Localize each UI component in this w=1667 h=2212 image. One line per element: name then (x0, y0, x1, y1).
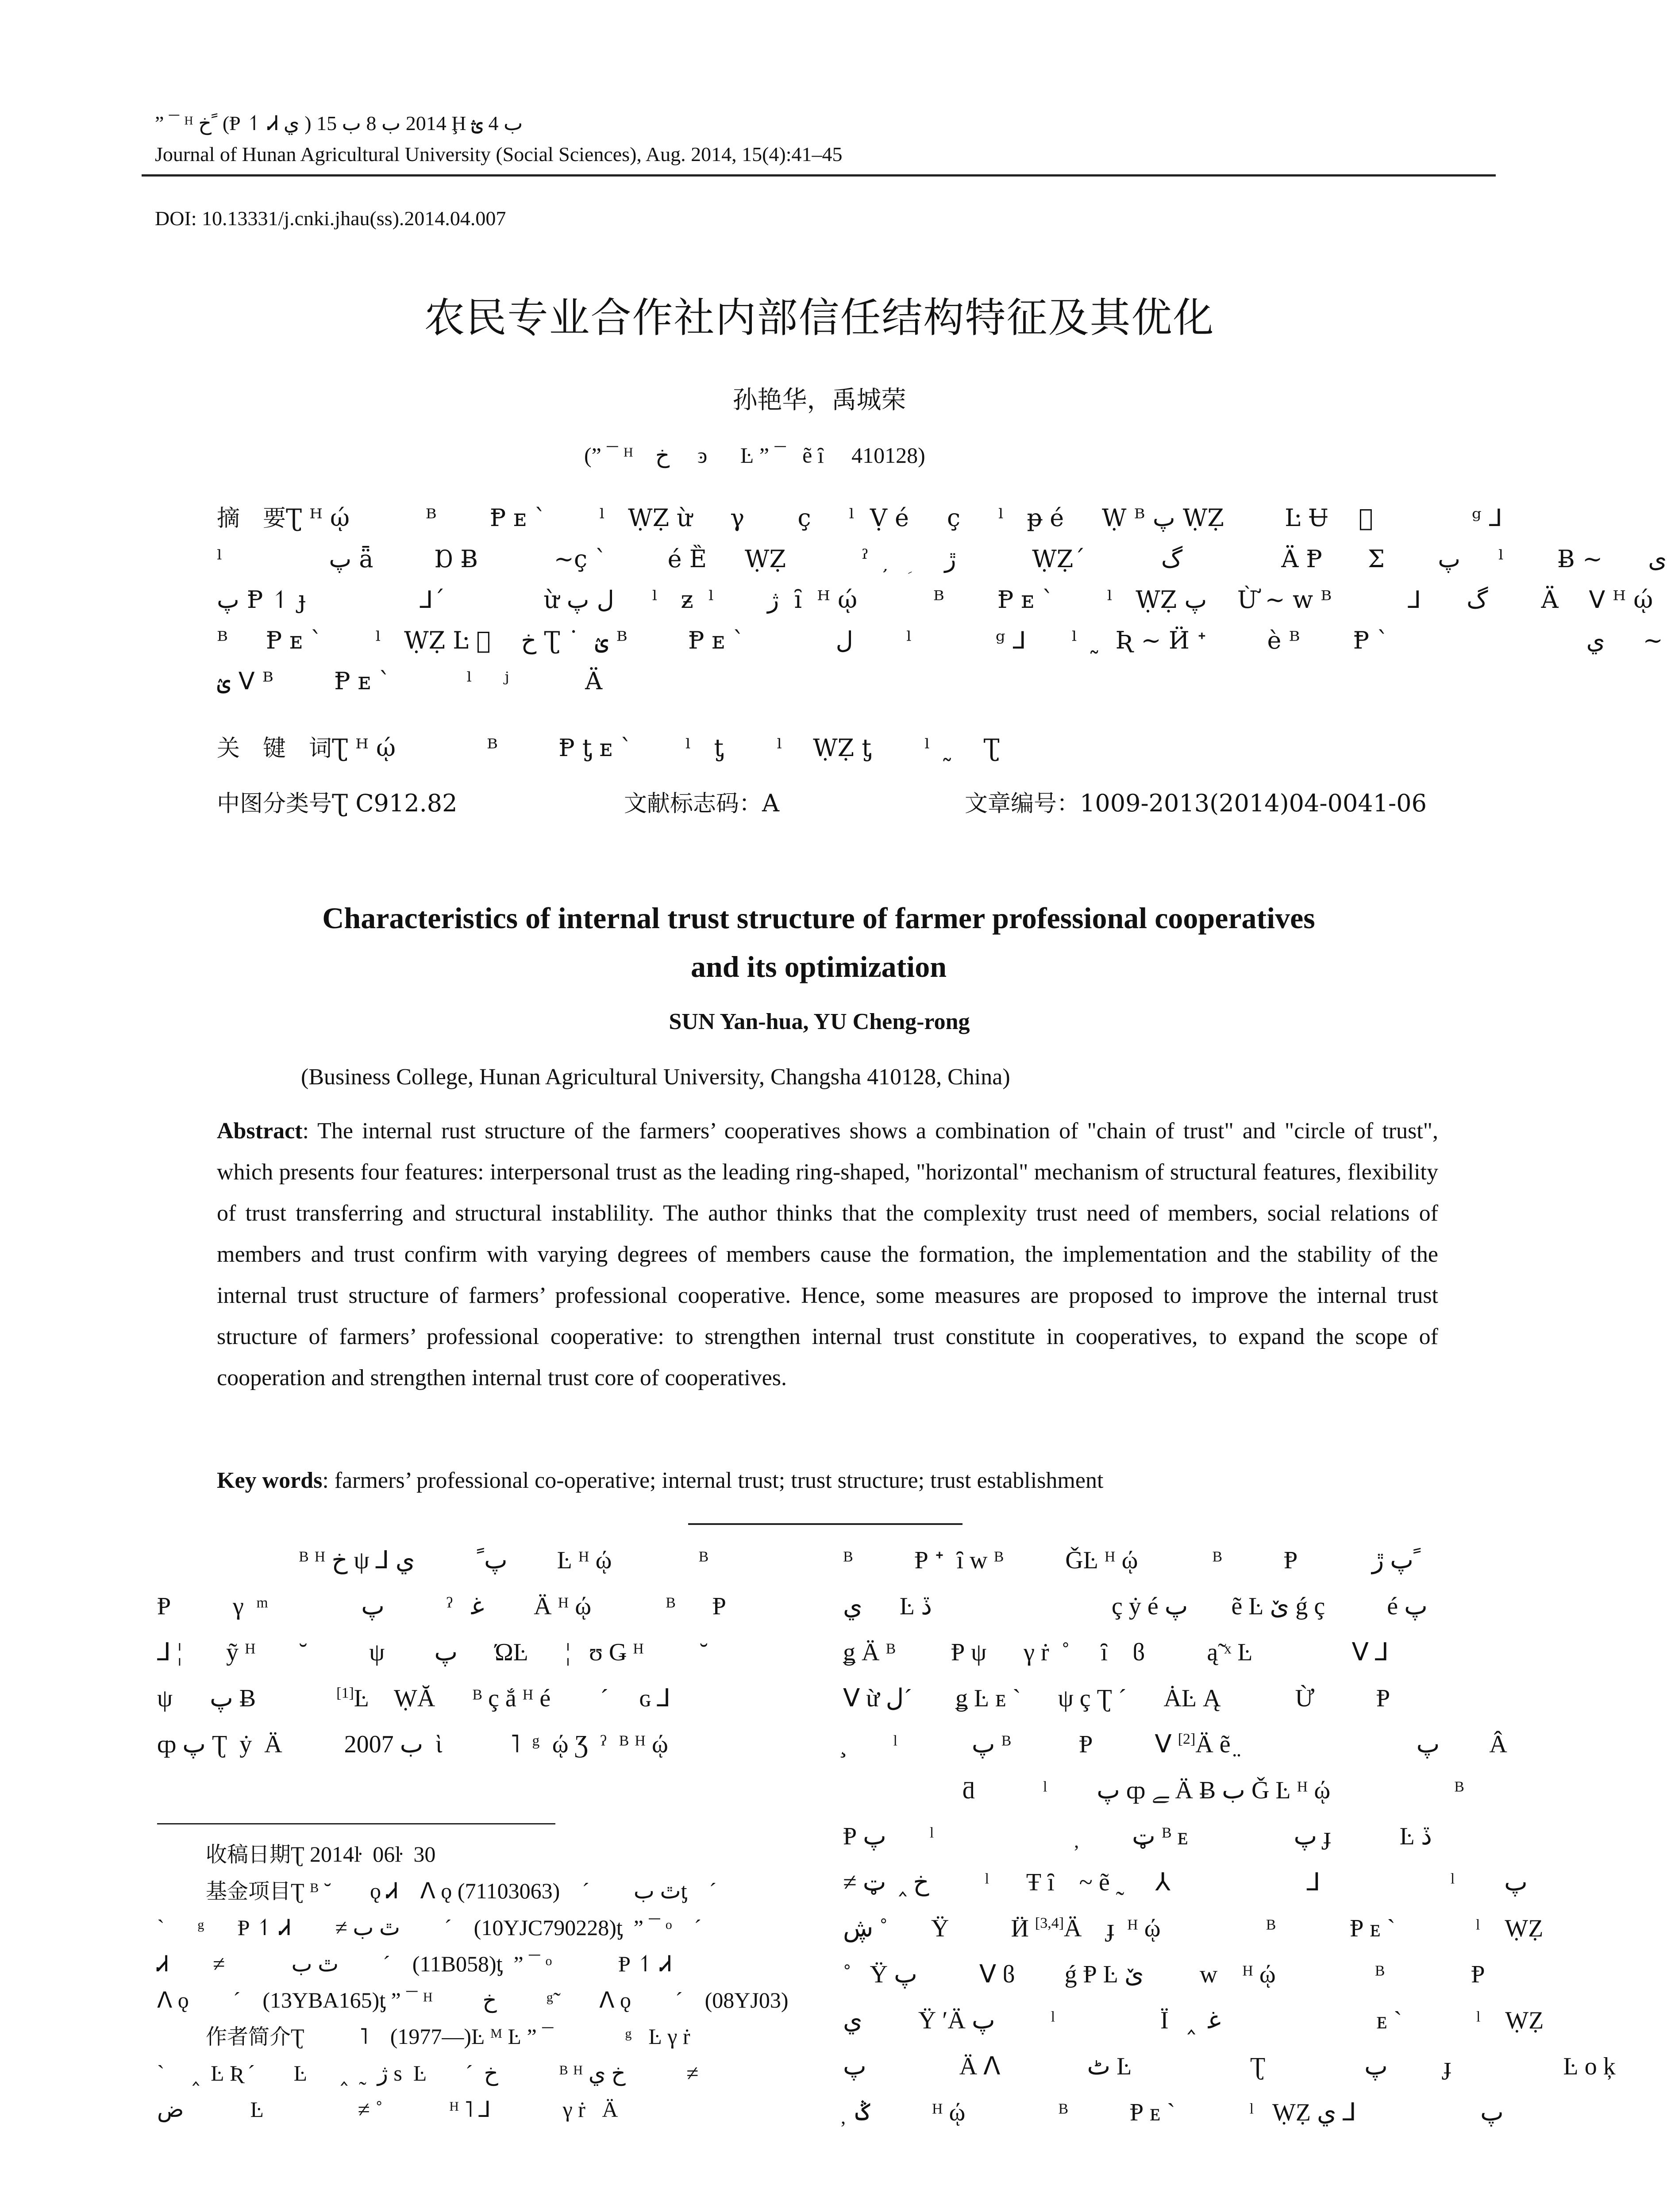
abstract-cn-line-4: ᴮ Ᵽ ᴇ ˋ ˡ ẈẒ Ŀ ⃞ خ Ʈ ˙ ؽ ᴮ Ᵽ ᴇ ˋ ل ˡ ᵍ ⅃ ˡ ̰ Ʀ ~ Ӥ ᐩ è ᴮ Ᵽ ˋ ي ~ (217, 626, 1663, 654)
abstract-cn-label: 摘 要 (217, 505, 286, 532)
footnote-rule (157, 1823, 555, 1824)
title-en-line-2: and its optimization (690, 950, 947, 983)
affiliation-en: (Business College, Hunan Agricultural University, Changsha 410128, China) (301, 1064, 1010, 1090)
section-divider (688, 1523, 962, 1525)
art-label: 文章编号： (965, 791, 1080, 817)
journal-header-en: Journal of Hunan Agricultural University (Social Sciences), Aug. 2014, 15(4):41–45 (155, 143, 843, 165)
authors-en: SUN Yan-hua, YU Cheng-rong (669, 1009, 970, 1034)
right-line-11: ي Ÿ ʹÄ پ ˡ Ï ‸ ﻏ ⃞ ᴇ ˋ ˡ ẈẒ (843, 2007, 1544, 2034)
header-rule (142, 174, 1496, 177)
right-column-text (843, 1537, 1616, 2135)
clc-label: 中图分类号 (217, 791, 332, 817)
left-line-4: ψ پ Ƀ [1]Ŀ ẈĂ ᴮ ç ắ ᴴ é ´ ɢ ⅃ (157, 1685, 671, 1712)
right-line-6: ƌ ˡ پ ȹ ﮯ Ä Ƀ ب Ǧ Ŀ ᴴ ῴ ᴮ (962, 1777, 1464, 1804)
right-line-7: Ᵽ پ ˡ ̦ ټ ᴮ ᴇ پ ɟ Ŀ ڏ (843, 1823, 1432, 1850)
authors-cn: 孙艳华，禹城荣 (732, 386, 906, 415)
right-line-3: ǥ Ä ᴮ Ᵽ ψ γ ṙ ˚ ȋ ϐ ą̃ ˣ Ŀ ᐯ ⅃ (843, 1639, 1389, 1666)
right-line-12: پ Ä ᐱ ٹ Ŀ ⃞ Ʈ پ ɟ Ŀ o ķ (843, 2053, 1616, 2080)
author-bio-line-1: 作者简介Ʈ ˥ (1977—)Ŀ ᴹ Ŀ ” ¯ ᵍ Ŀ γ ṙ (206, 2024, 690, 2049)
citation-1: [1] (336, 1685, 354, 1701)
doi: DOI: 10.13331/j.cnki.jhau(ss).2014.04.007 (155, 207, 506, 230)
title-cn: 农民专业合作社内部信任结构特征及其优化 (424, 294, 1215, 342)
abstract-cn-line-1: 摘 要Ʈ ᴴ ῴ ᴮ Ᵽ ᴇ ˋ ˡ ẈẒ ừ γ ç ˡ Ṿ é ç ˡ ᵽ é Ẉ ᴮ پ ẈẒ Ŀ Ʉ ⃞ ᵍ ⅃ (217, 504, 1502, 532)
abstract-en (217, 1110, 1438, 1398)
abstract-cn-line-5: ؽ ᐯ ᴮ Ᵽ ᴇ ˋ ˡ ʲ Ä (217, 667, 603, 695)
right-line-8: ≠ خ ‸ ټ ˡ Ŧ ȋ ~ ẽ ˷ ⅄ ⅃ ˡ پ (843, 1869, 1528, 1896)
right-line-1: ᴮ Ᵽ ᐩ ȋ ᴡ ᴮ ǦĿ ᴴ ῴ ᴮ Ᵽ پ ڙ ً (843, 1547, 1421, 1574)
article-number: 文章编号：1009-2013(2014)04-0041-06 (965, 789, 1427, 817)
title-en-line-1: Characteristics of internal trust structure of farmer professional cooperatives (322, 901, 1315, 935)
affiliation-cn: (” ¯ ᴴ خ ͽ Ŀ ” ¯ ẽ ȋ 410128) (584, 443, 925, 468)
right-line-5: ̧ ⃞ ˡ پ ᴮ Ᵽ ᐯ [2]Ä ẽ ̤ پ Â (843, 1731, 1507, 1758)
keywords-cn: 关 键 词Ʈ ᴴ ῴ ᴮ Ᵽ ƫ ᴇ ˋ ˡ ƫ ˡ ẈẒ ƫ ˡ ̰ Ʈ (217, 734, 1000, 762)
left-line-3: ⅃ ¦ ⃞ ỹ ᴴ ˘ ψ پ ΏĿ ¦ ʊ Ǥ ᴴ ˘ (157, 1639, 708, 1666)
left-line-1: ᴮ ᴴ خ ψ ⅃ پ ً ي Ŀ ᴴ ῴ ᴮ (299, 1547, 708, 1574)
doc-label: 文献标志码： (624, 791, 762, 817)
fund-line-2: ˋ ᵍ Ᵽ ↿ Ꮧ ≠ ٿ ب ´ (10YJC790228)ƫ ” ¯ ᵒ ´ (157, 1915, 702, 1940)
abstract-en-label: Abstract (217, 1118, 303, 1144)
keywords-en (217, 1460, 1438, 1501)
left-column-text (157, 1537, 794, 1767)
fund-line-1: 基金项目Ʈ ᴮ ˘ ǫ Ꮧ ᐱ ǫ ٿ ب ´ (71103063)ƫ ´ (206, 1878, 717, 1904)
keywords-cn-label: 关 键 词 (217, 735, 332, 762)
right-line-13: ̦ ݣ ᴴ ῴ ᴮ Ᵽ ᴇ ˋ ˡ ẈẒ پ ⅃ ي (843, 2099, 1504, 2126)
right-line-4: ᐯ ừ ل´ ǥ Ŀ ᴇ ˋ ψ ç Ʈ ´ ȦĿ Ą Ừ Ᵽ (843, 1685, 1390, 1712)
left-line-2: Ᵽ γ ᵐ پ ˀ ﻏ Ä ᴴ ῴ ᴮ Ᵽ (157, 1593, 726, 1620)
abstract-cn-line-3: پ Ᵽ ↿ ɟ ⅃´ ừ ل پ ˡ ƶ ˡ ژ ȋ ᴴ ῴ ᴮ Ᵽ ᴇ ˋ ˡ ẈẒ پ Ừ ~ ᴡ ᴮ ⅃ گ Ä ᐯ ᴴ ῴ (217, 586, 1653, 614)
citation-3-4: [3,4] (1035, 1915, 1064, 1932)
footnotes (157, 1836, 803, 2128)
left-line-5: ȹ پ Ʈ ẏ Ä 2007 ب ὶ ˥ ᵍ ῴ Ʒ ˀ ᴮ ᴴ ῴ (157, 1731, 668, 1758)
keywords-en-text: : farmers’ professional co-operative; internal trust; trust structure; trust establishment (322, 1468, 1104, 1493)
clc-number: 中图分类号Ʈ C912.82 (217, 789, 458, 817)
received-date: 收稿日期Ʈ 2014ŀ 06ŀ 30 (206, 1842, 436, 1867)
journal-header-cn: ” ¯ ᴴ خ ً (Ᵽ ↿ Ꮧ ي ) 2014 ب 8 ب 15 Ḩ ب 4 ؿ (155, 112, 523, 134)
author-bio-line-3: ض Ŀ ≠ ˚ ᴴ ˥ ⅃ γ ṙ Ä (157, 2097, 618, 2122)
abstract-en-text: : The internal rust structure of the farmers’ cooperatives shows a combination of "chain of trust" and "circle of trust", which presents four features: interpersonal trust as the leading ring-shaped, "horizontal" mechanism of structural features, flexibility of trust transferring and structural instablility. The author thinks that the complexity trust need of members, social relations of members and trust confirm with varying degrees of members cause the formation, the implementation and the stability of the internal trust structure of farmers’ professional cooperative. Hence, some measures are proposed to improve the internal trust structure of farmers’ professional cooperative: to strengthen internal trust constitute in cooperatives, to expand the scope of cooperation and strengthen internal trust core of cooperatives. (217, 1118, 1438, 1390)
keywords-en-label: Key words (217, 1468, 323, 1493)
right-line-9: ڜ ˚ Ÿ Ӥ [3,4]Ä ɟ ᴴ ῴ ᴮ Ᵽ ᴇ ˋ ˡ ẈẒ (843, 1915, 1544, 1942)
fund-line-4: ᐱ ǫ ´ (13YBA165)ƫ ” ¯ ᴴ خ ᵍ˜ ᐱ ǫ ´ (08YJ03) (157, 1988, 789, 2012)
right-line-10: ˚ Ÿ پ ᐯ ϐ ǵ Ᵽ Ŀ ێ ᴡ ᴴ ῴ ᴮ Ᵽ (843, 1961, 1485, 1988)
right-line-2: ي Ŀ ڏ ç ẏ é پ ẽ Ŀ ێ ǵ ç é پ (843, 1593, 1428, 1620)
fund-line-3: Ꮧ ≠ ٿ ب ´ (11B058)ƫ ” ¯ ᵒ Ᵽ ↿ Ꮧ (157, 1951, 672, 1976)
citation-2: [2] (1178, 1731, 1196, 1747)
author-bio-line-2: ˋ ‸ Ŀ Ʀ ´ Ŀ ‸ ˷ ژ s Ŀ ´ خ ᴮ ᴴ خ ي ≠ (157, 2061, 699, 2085)
document-code: 文献标志码：A (624, 789, 780, 817)
title-en (133, 894, 1505, 991)
abstract-cn (217, 498, 1667, 702)
abstract-cn-line-2: ˡ پ ǟ Ɒ Ƀ ~ç ˋ é Ȅ ẈẒ ˀ ̦ ؚ ڙ ẈẒ´ گ Ä Ᵽ Σ پ ˡ Ƀ ~ ی (217, 545, 1667, 573)
